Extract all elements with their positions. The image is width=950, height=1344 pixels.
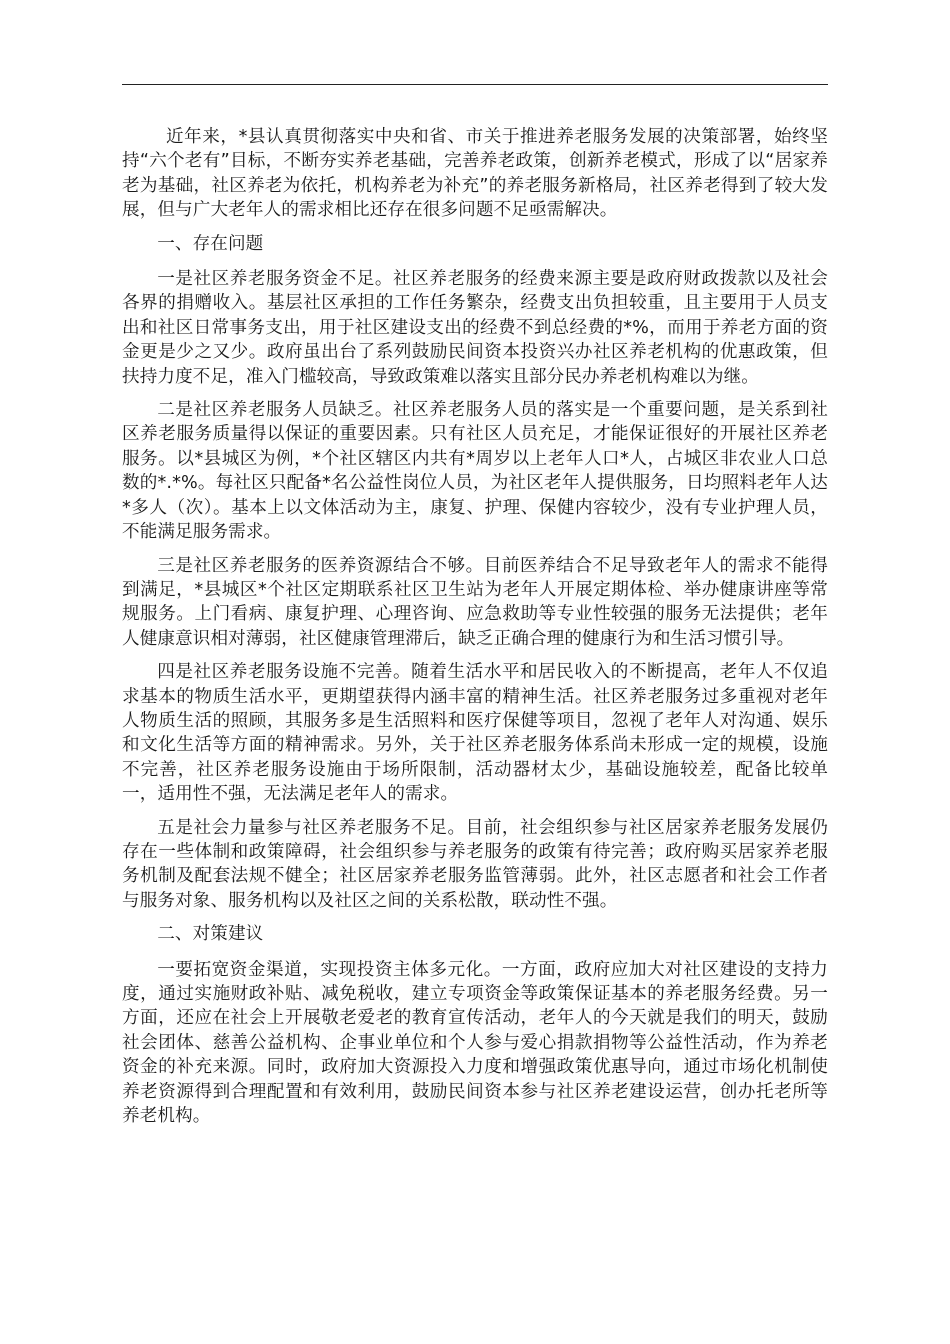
paragraph-staff-shortage: 二是社区养老服务人员缺乏。社区养老服务人员的落实是一个重要问题，是关系到社区养老服务质量得以保证的重要因素。只有社区人员充足，才能保证很好的开展社区养老服务。以*县城区为例，*个社区辖区内共有*周岁以上老年人口*人，占城区非农业人口总数的*.*%。每社区只配备*名公益性岗位人员，为社区老年人提供服务，日均照料老年人达*多人（次）。基本上以文体活动为主，康复、护理、保健内容较少，没有专业护理人员，不能满足服务需求。	[122, 400, 828, 543]
section-heading-suggestions: 二、对策建议	[157, 924, 264, 945]
paragraph-funding-channels: 一要拓宽资金渠道，实现投资主体多元化。一方面，政府应加大对社区建设的支持力度，通过实施财政补贴、减免税收，建立专项资金等政策保证基本的养老服务经费。另一方面，还应在社会上开展敬老爱老的教育宣传活动，老年人的今天就是我们的明天，鼓励社会团体、慈善公益机构、企事业单位和个人参与爱心捐款捐物等公益性活动，作为养老资金的补充来源。同时，政府加大资源投入力度和增强政策优惠导向，通过市场化机制使养老资源得到合理配置和有效利用，鼓励民间资本参与社区养老建设运营，创办托老所等养老机构。	[122, 959, 828, 1127]
header-rule	[122, 84, 828, 85]
paragraph-facilities: 四是社区养老服务设施不完善。随着生活水平和居民收入的不断提高，老年人不仅追求基本的物质生活水平，更期望获得内涵丰富的精神生活。社区养老服务过多重视对老年人物质生活的照顾，其服务多是生活照料和医疗保健等项目，忽视了老年人对沟通、娱乐和文化生活等方面的精神需求。另外，关于社区养老服务体系尚未形成一定的规模，设施不完善，社区养老服务设施由于场所限制，活动器材太少，基础设施较差，配备比较单一，适用性不强，无法满足老年人的需求。	[122, 662, 828, 805]
paragraph-social-participation: 五是社会力量参与社区养老服务不足。目前，社会组织参与社区居家养老服务发展仍存在一些体制和政策障碍，社会组织参与养老服务的政策有待完善；政府购买居家养老服务机制及配套法规不健全；社区居家养老服务监管薄弱。此外，社区志愿者和社会工作者与服务对象、服务机构以及社区之间的关系松散，联动性不强。	[122, 817, 828, 911]
document-body	[122, 125, 828, 1137]
intro-paragraph: 近年来，*县认真贯彻落实中央和省、市关于推进养老服务发展的决策部署，始终坚持“六个老有”目标，不断夯实养老基础，完善养老政策，创新养老模式，形成了以“居家养老为基础，社区养老为依托，机构养老为补充”的养老服务新格局，社区养老得到了较大发展，但与广大老年人的需求相比还存在很多问题不足亟需解决。	[122, 127, 828, 221]
paragraph-medical-integration: 三是社区养老服务的医养资源结合不够。目前医养结合不足导致老年人的需求不能得到满足，*县城区*个社区定期联系社区卫生站为老年人开展定期体检、举办健康讲座等常规服务。上门看病、康复护理、心理咨询、应急救助等专业性较强的服务无法提供；老年人健康意识相对薄弱，社区健康管理滞后，缺乏正确合理的健康行为和生活习惯引导。	[122, 555, 828, 649]
paragraph-funding-shortage: 一是社区养老服务资金不足。社区养老服务的经费来源主要是政府财政拨款以及社会各界的捐赠收入。基层社区承担的工作任务繁杂，经费支出负担较重，且主要用于人员支出和社区日常事务支出，用于社区建设支出的经费不到总经费的*%，而用于养老方面的资金更是少之又少。政府虽出台了系列鼓励民间资本投资兴办社区养老机构的优惠政策，但扶持力度不足，准入门槛较高，导致政策难以落实且部分民办养老机构难以为继。	[122, 269, 828, 387]
section-heading-problems: 一、存在问题	[157, 233, 264, 254]
